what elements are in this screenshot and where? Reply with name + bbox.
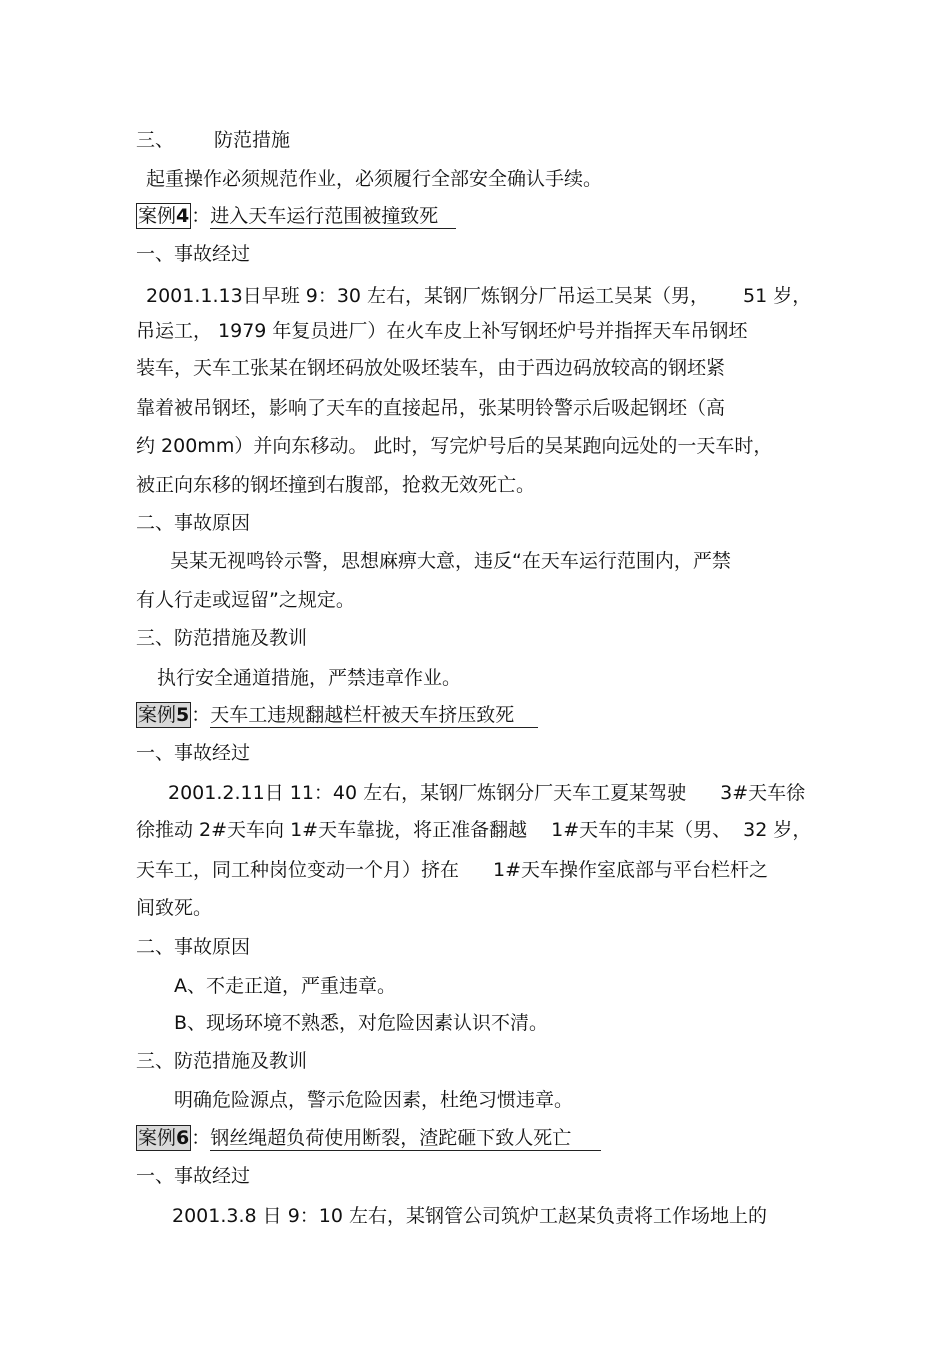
case-title: 天车工违规翻越栏杆被天车挤压致死 — [210, 703, 538, 728]
line-part: 1#天车的丰某（男、 — [551, 819, 732, 841]
case-label: 案例6 — [138, 1127, 190, 1149]
paragraph-line — [136, 857, 768, 883]
section-heading: 二、事故原因 — [136, 936, 251, 958]
paragraph-line: 2001.3.8 日 9：10 左右，某钢管公司筑炉工赵某负责将工作场地上的 — [172, 1205, 767, 1227]
case-label: 案例4 — [138, 205, 190, 227]
heading-number: 三、 — [136, 129, 175, 151]
paragraph-line: 靠着被吊钢坯，影响了天车的直接起吊，张某明铃警示后吸起钢坯（高 — [136, 397, 726, 419]
case-separator: ： — [191, 704, 211, 726]
line-part: 51 岁， — [743, 285, 812, 307]
heading-text: 防范措施 — [214, 129, 291, 151]
case-5-heading — [136, 702, 538, 728]
paragraph-line — [146, 283, 811, 309]
paragraph-line: 执行安全通道措施，严禁违章作业。 — [157, 667, 462, 689]
paragraph-line: 装车，天车工张某在钢坯码放处吸坯装车，由于西边码放较高的钢坯紧 — [136, 357, 726, 379]
paragraph-line: 被正向东移的钢坯撞到右腹部，抢救无效死亡。 — [136, 474, 536, 496]
line-part: 1#天车操作室底部与平台栏杆之 — [493, 859, 769, 881]
paragraph-line: 吴某无视鸣铃示警，思想麻痹大意，违反“在天车运行范围内，严禁 — [170, 550, 731, 572]
line-part: 徐推动 2#天车向 1#天车靠拢，将正准备翻越 — [136, 819, 528, 841]
paragraph-line: 有人行走或逗留”之规定。 — [136, 589, 355, 611]
paragraph-line: 明确危险源点，警示危险因素，杜绝习惯违章。 — [174, 1089, 574, 1111]
list-item: B、现场环境不熟悉，对危险因素认识不清。 — [174, 1012, 549, 1034]
case-title: 钢丝绳超负荷使用断裂，渣跎砸下致人死亡 — [210, 1126, 601, 1151]
section-heading: 三、防范措施及教训 — [136, 627, 308, 649]
paragraph-line: 吊运工， 1979 年复员进厂）在火车皮上补写钢坯炉号并指挥天车吊钢坯 — [136, 320, 748, 342]
case-separator: ： — [191, 1127, 211, 1149]
section-heading — [136, 127, 290, 153]
section-heading: 一、事故经过 — [136, 742, 251, 764]
section-heading: 二、事故原因 — [136, 512, 251, 534]
section-heading: 一、事故经过 — [136, 243, 251, 265]
line-part: 天车工，同工种岗位变动一个月）挤在 — [136, 859, 460, 881]
paragraph-line — [168, 780, 805, 806]
list-item: A、不走正道，严重违章。 — [174, 975, 396, 997]
case-label: 案例5 — [138, 704, 190, 726]
section-heading: 一、事故经过 — [136, 1165, 251, 1187]
line-part: 2001.1.13日早班 9：30 左右，某钢厂炼钢分厂吊运工吴某（男， — [146, 285, 710, 307]
section-heading: 三、防范措施及教训 — [136, 1050, 308, 1072]
paragraph-line: 起重操作必须规范作业，必须履行全部安全确认手续。 — [146, 168, 603, 190]
paragraph-line: 约 200mm）并向东移动。 此时，写完炉号后的吴某跑向远处的一天车时， — [136, 435, 773, 457]
line-part: 2001.2.11日 11：40 左右，某钢厂炼钢分厂天车工夏某驾驶 — [168, 782, 687, 804]
line-part: 32 岁， — [743, 819, 812, 841]
case-title: 进入天车运行范围被撞致死 — [210, 204, 456, 229]
paragraph-line: 间致死。 — [136, 897, 213, 919]
case-separator: ： — [191, 205, 211, 227]
line-part: 3#天车徐 — [720, 782, 806, 804]
paragraph-line — [136, 817, 811, 843]
case-6-heading — [136, 1125, 601, 1151]
case-4-heading — [136, 203, 456, 229]
